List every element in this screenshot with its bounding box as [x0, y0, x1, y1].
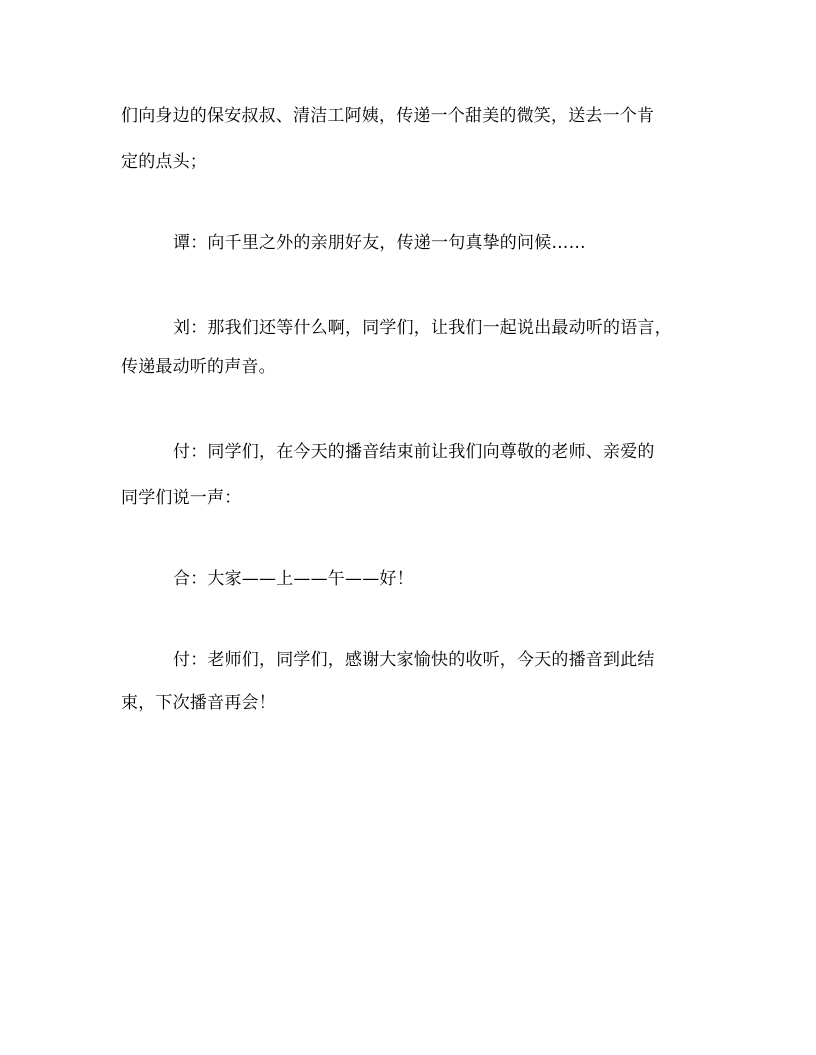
paragraph-2-line-1: 谭：向千里之外的亲朋好友，传递一句真挚的问候……	[173, 233, 586, 253]
paragraph-3-line-2: 传递最动听的声音。	[121, 357, 276, 377]
paragraph-5-line-1: 合：大家——上——午——好！	[173, 569, 414, 589]
paragraph-4-line-1: 付：同学们，在今天的播音结束前让我们向尊敬的老师、亲爱的	[173, 442, 655, 462]
paragraph-1-line-2: 定的点头；	[121, 152, 207, 172]
paragraph-1-line-1: 们向身边的保安叔叔、清洁工阿姨，传递一个甜美的微笑，送去一个肯	[121, 106, 655, 126]
paragraph-6-line-1: 付：老师们，同学们，感谢大家愉快的收听，今天的播音到此结	[173, 650, 655, 670]
paragraph-4-line-2: 同学们说一声：	[121, 488, 242, 508]
paragraph-3-line-1: 刘：那我们还等什么啊，同学们，让我们一起说出最动听的语言，	[173, 318, 672, 338]
paragraph-6-line-2: 束，下次播音再会！	[121, 693, 276, 713]
